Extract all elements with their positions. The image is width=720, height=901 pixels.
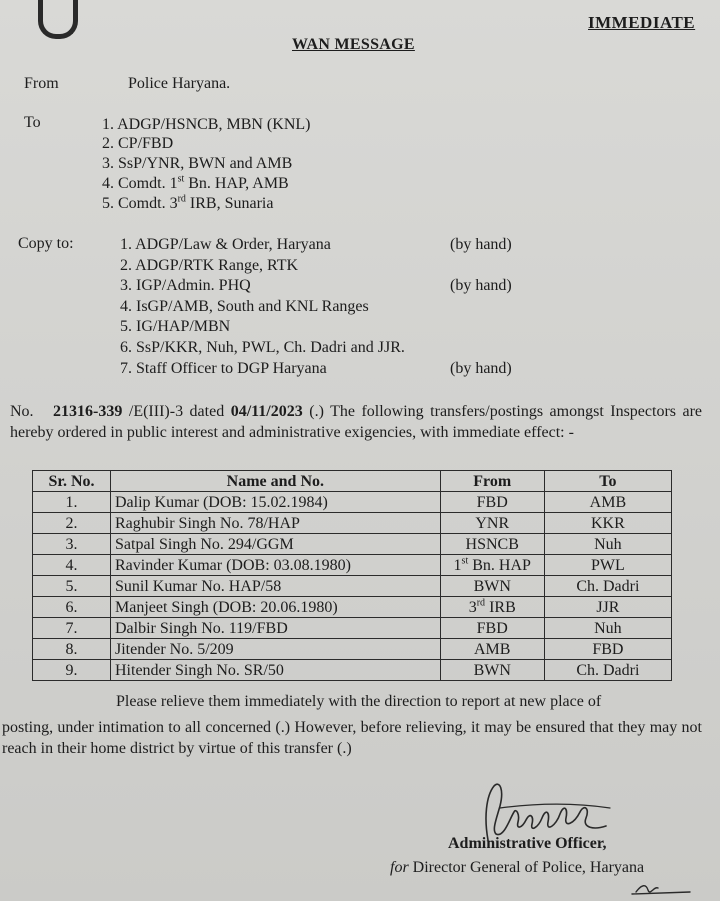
col-header-sr: Sr. No. [33,471,111,492]
order-paragraph [10,401,702,443]
cell-from: AMB [440,639,544,660]
order-number: 21316-339 [53,403,123,420]
order-ref: /E(III)-3 dated [128,403,225,420]
to-item-2: 2. CP/FBD [102,135,174,152]
copy-item-3: 3. IGP/Admin. PHQ [120,277,251,294]
cell-from: HSNCB [440,534,544,555]
cell-name: Jitender No. 5/209 [111,639,441,660]
copy-item-2: 2. ADGP/RTK Range, RTK [120,257,299,274]
cell-sr: 9. [33,660,111,681]
to-item-5: 5. Comdt. 3rd IRB, Sunaria [102,193,274,212]
cell-to: Ch. Dadri [544,660,671,681]
punch-hole-mark [38,0,78,39]
copy-item-7: 7. Staff Officer to DGP Haryana [120,360,327,377]
copy-item-7-note: (by hand) [450,360,512,377]
table-row [33,597,672,618]
from-label: From [24,75,59,92]
transfers-table [32,470,672,681]
to-label: To [24,114,41,131]
from-value: Police Haryana. [128,75,231,92]
closing-line-1: Please relieve them immediately with the direction to report at new place of [116,693,602,710]
table-row [33,639,672,660]
table-row [33,660,672,681]
table-row [33,555,672,576]
table-row [33,492,672,513]
cell-to: Nuh [544,534,671,555]
cell-from: BWN [440,660,544,681]
cell-name: Sunil Kumar No. HAP/58 [111,576,441,597]
cell-sr: 4. [33,555,111,576]
cell-to: Nuh [544,618,671,639]
cell-from: 1st Bn. HAP [440,555,544,576]
copy-item-4: 4. IsGP/AMB, South and KNL Ranges [120,298,369,315]
cell-name: Hitender Singh No. SR/50 [111,660,441,681]
copy-item-5: 5. IG/HAP/MBN [120,318,231,335]
cell-name: Satpal Singh No. 294/GGM [111,534,441,555]
cell-sr: 7. [33,618,111,639]
priority-label: IMMEDIATE [588,13,696,32]
table-row [33,576,672,597]
table-row [33,534,672,555]
cell-sr: 6. [33,597,111,618]
copy-item-3-note: (by hand) [450,277,512,294]
cell-sr: 2. [33,513,111,534]
signatory-authority: for Director General of Police, Haryana [390,859,645,876]
cell-sr: 1. [33,492,111,513]
col-header-to: To [544,471,671,492]
cell-to: AMB [544,492,671,513]
order-date: 04/11/2023 [230,403,303,420]
to-item-1: 1. ADGP/HSNCB, MBN (KNL) [102,116,311,133]
cell-name: Raghubir Singh No. 78/HAP [111,513,441,534]
to-item-3: 3. SsP/YNR, BWN and AMB [102,155,293,172]
cell-from: FBD [440,618,544,639]
col-header-name: Name and No. [111,471,441,492]
cell-to: Ch. Dadri [544,576,671,597]
cell-name: Dalbir Singh No. 119/FBD [111,618,441,639]
cell-from: BWN [440,576,544,597]
copy-to-label: Copy to: [18,235,74,252]
initial-mark [628,880,698,898]
cell-to: JJR [544,597,671,618]
cell-name: Dalip Kumar (DOB: 15.02.1984) [111,492,441,513]
cell-from: FBD [440,492,544,513]
cell-to: FBD [544,639,671,660]
col-header-from: From [440,471,544,492]
closing-paragraph: posting, under intimation to all concerned (.) However, before relieving, it may be ensured that they may not reach in their home district by virtue of this transfer (.) [2,719,702,757]
document-title: WAN MESSAGE [292,36,415,53]
cell-from: 3rd IRB [440,597,544,618]
cell-to: PWL [544,555,671,576]
cell-sr: 5. [33,576,111,597]
cell-from: YNR [440,513,544,534]
order-no-label: No. [10,403,34,420]
cell-name: Manjeet Singh (DOB: 20.06.1980) [111,597,441,618]
cell-to: KKR [544,513,671,534]
copy-item-1-note: (by hand) [450,236,512,253]
cell-name: Ravinder Kumar (DOB: 03.08.1980) [111,555,441,576]
copy-item-1: 1. ADGP/Law & Order, Haryana [120,236,331,253]
order-text: (.) The following transfers/postings amongst Inspectors are hereby ordered in public interest and administrative exigencies, with immediate effect: - [10,403,703,441]
table-header-row [33,471,672,492]
cell-sr: 8. [33,639,111,660]
to-item-4: 4. Comdt. 1st Bn. HAP, AMB [102,173,289,192]
table-row [33,513,672,534]
copy-item-6: 6. SsP/KKR, Nuh, PWL, Ch. Dadri and JJR. [120,339,405,356]
cell-sr: 3. [33,534,111,555]
table-row [33,618,672,639]
signatory-designation: Administrative Officer, [448,835,607,852]
